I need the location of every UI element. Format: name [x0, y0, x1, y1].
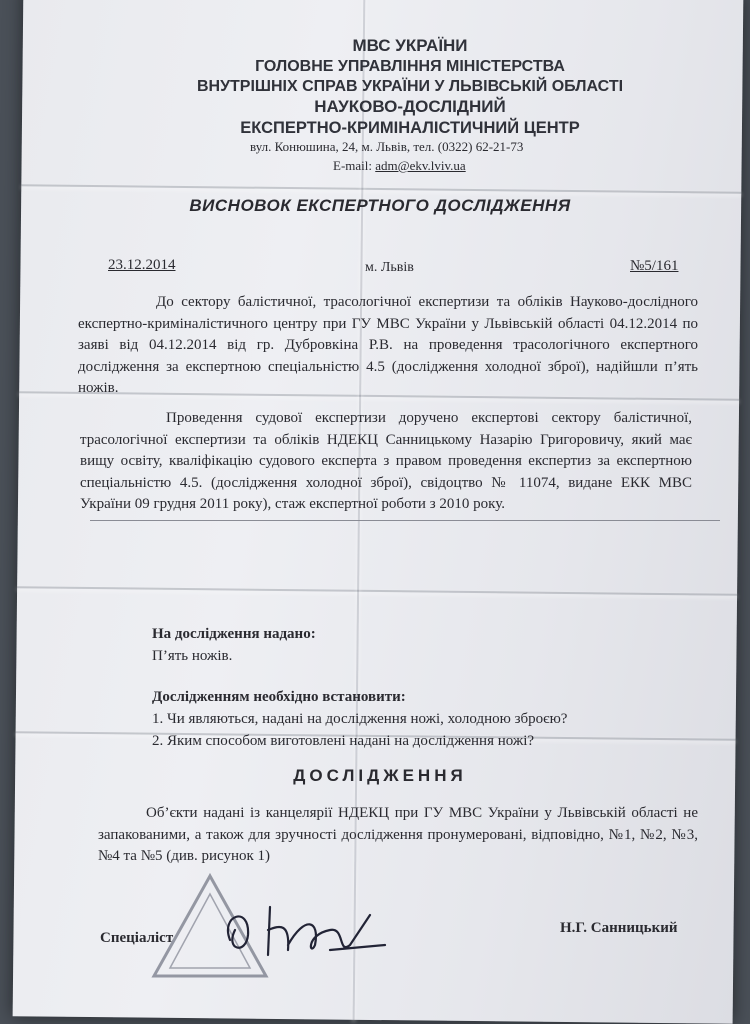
specialist-name: Н.Г. Санницький: [560, 920, 678, 936]
submitted-value: П’ять ножів.: [152, 648, 233, 664]
document-number: №5/161: [630, 258, 679, 274]
header-region: ВНУТРІШНІХ СПРАВ УКРАЇНИ У ЛЬВІВСЬКІЙ ОБЛАСТІ: [196, 78, 624, 95]
header-department: ГОЛОВНЕ УПРАВЛІННЯ МІНІСТЕРСТВА: [255, 58, 565, 75]
email-label: E-mail:: [333, 158, 372, 173]
research-paragraph: Об’єкти надані із канцелярії НДЕКЦ при ГУ МВС України у Львівській області не запакованими, а також для зручності дослідження пронумеровані, відповідно, №1, №2, №3, №4 та №5 (див. рисунок 1): [98, 805, 698, 864]
submitted-label: На дослідження надано:: [152, 626, 316, 642]
header-email: [333, 158, 466, 174]
signature-image: [210, 895, 390, 965]
question-2: 2. Яким способом виготовлені надані на дослідження ножі?: [152, 733, 535, 749]
document-city: м. Львів: [365, 260, 414, 275]
document-title: ВИСНОВОК ЕКСПЕРТНОГО ДОСЛІДЖЕННЯ: [189, 196, 571, 215]
questions-label: Дослідженням необхідно встановити:: [152, 689, 406, 705]
document-date: 23.12.2014: [108, 257, 176, 273]
divider: [90, 520, 720, 521]
header-center-name: ЕКСПЕРТНО-КРИМІНАЛІСТИЧНИЙ ЦЕНТР: [240, 119, 580, 137]
paragraph-expert: Проведення судової експертизи доручено експертові сектору балістичної, трасологічної експертизи та обліків НДЕКЦ Санницькому Назарію Григоровичу, який має вищу освіту, кваліфікацію судового експерта з правом проведення експертиз за експертною спеціальністю 4.5. (дослідження холодної зброї), свідоцтво № 11074, видане ЕКК МВС України 09 грудня 2011 року), стаж експертної роботи з 2010 року.: [80, 410, 692, 512]
email-address: adm@ekv.lviv.ua: [375, 158, 466, 173]
question-1: 1. Чи являються, надані на дослідження ножі, холодною зброєю?: [152, 711, 568, 727]
specialist-label: Спеціаліст: [100, 930, 174, 946]
header-address: вул. Конюшина, 24, м. Львів, тел. (0322) 62-21-73: [250, 139, 524, 154]
research-heading: ДОСЛІДЖЕННЯ: [293, 766, 467, 785]
header-ministry: МВС УКРАЇНИ: [352, 36, 468, 55]
header-center-type: НАУКОВО-ДОСЛІДНИЙ: [314, 97, 506, 116]
paragraph-intro: До сектору балістичної, трасологічної експертизи та обліків Науково-дослідного експертно-криміналістичного центру при ГУ МВС України у Львівській області 04.12.2014 по заяві від 04.12.2014 від гр. Дубровкіна Р.В. на проведення трасологічного експертного дослідження за експертною спеціальністю 4.5 (дослідження холодної зброї), надійшли п’ять ножів.: [78, 294, 698, 396]
